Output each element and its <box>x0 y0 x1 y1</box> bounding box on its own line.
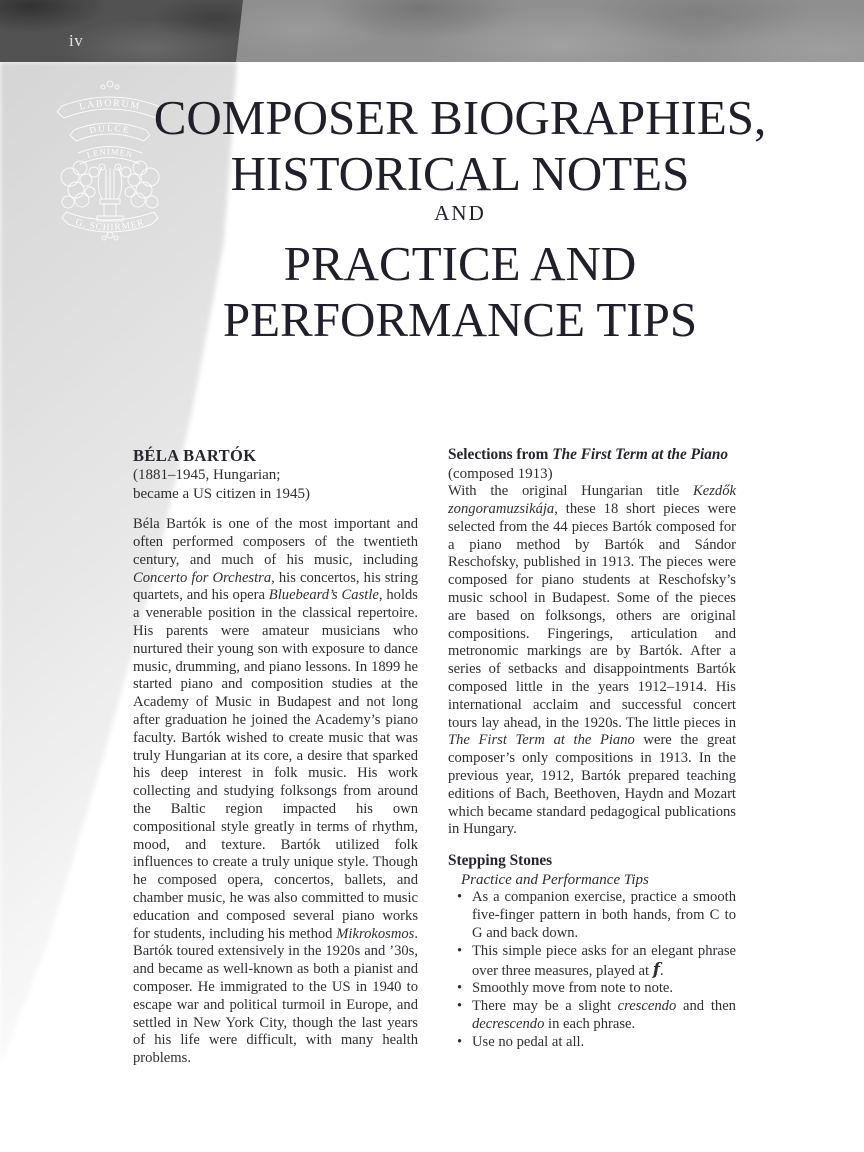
title-line-3: PRACTICE AND <box>283 236 637 291</box>
tip-item: • Use no pedal at all. <box>457 1034 736 1052</box>
logo-name: G. SCHIRMER <box>74 217 146 234</box>
logo-motto-word: DULCE <box>88 122 132 136</box>
title-line-4: PERFORMANCE TIPS <box>222 292 698 347</box>
tip-item: • Smoothly move from note to note. <box>457 980 736 998</box>
composer-biography-column <box>133 446 418 1068</box>
main-title <box>60 90 860 348</box>
title-conjunction: AND <box>434 201 486 225</box>
logo-motto-word: LENIMEN <box>85 146 135 160</box>
tip-item: • There may be a slight crescendo and then decrescendo in each phrase. <box>457 998 736 1034</box>
selection-title-heading: Selections from The First Term at the Piano <box>448 446 729 463</box>
composed-year-line: (composed 1913) <box>448 465 553 482</box>
practice-tips-list <box>448 889 736 1051</box>
practice-tips-subheading: Practice and Performance Tips <box>461 871 649 888</box>
composer-citizenship-line: became a US citizen in 1945) <box>133 485 311 502</box>
title-line-1: COMPOSER BIOGRAPHIES, <box>153 90 767 145</box>
stepping-stones-heading: Stepping Stones <box>448 852 553 870</box>
selection-paragraph: With the original Hungarian title Kezdők zongoramuzsikája, these 18 short pieces were selected from the 44 pieces Bartók composed for a piano method by Bartók and Sándor Reschofsky, published in 1913. The pieces were composed for piano students at Reschofsky’s music school in Budapest. Some of the pieces are based on folksongs, others are original compositions. Fingerings, articulation and metronomic markings are by Bartók. After a series of setbacks and disappointments Bartók composed little in the years 1912–1914. His international acclaim and successful concert tours lay ahead, in the 1920s. The little pieces in The First Term at the Piano were the great composer’s only compositions in 1913. In the previous year, 1912, Bartók prepared teaching editions of Bach, Beethoven, Haydn and Mozart which became standard pedagogical publications in Hungary. <box>448 483 736 838</box>
tip-item: • As a companion exercise, practice a smooth five-finger pattern in both hands, from C to G and back down. <box>457 889 736 942</box>
title-line-2: HISTORICAL NOTES <box>230 146 690 201</box>
tip-item: • This simple piece asks for an elegant phrase over three measures, played at f. <box>457 943 736 981</box>
logo-motto-word: LABORUM <box>78 97 142 113</box>
biography-paragraph: Béla Bartók is one of the most important and often performed composers of the twentieth century, and much of his music, including Concerto for Orchestra, his concertos, his string quartets, and his opera Bluebeard’s Castle, holds a venerable position in the classical repertoire. His parents were amateur musicians who nurtured their young son with exposure to dance music, drumming, and piano lessons. In 1899 he started piano and composition studies at the Academy of Music in Budapest and not long after graduation he joined the Academy’s piano faculty. Bartók wished to create music that was truly Hungarian at its core, a desire that sparked his deep interest in folk music. His work collecting and studying folksongs from around the Baltic region impacted his own compositional style greatly in terms of rhythm, mood, and texture. Bartók utilized folk influences to create a truly unique style. Though he composed opera, concertos, ballets, and chamber music, he was also committed to music education and composed several piano works for students, including his method Mikrokosmos. Bartók toured extensively in the 1920s and ’30s, and became as well-known as both a pianist and composer. He immigrated to the US in 1940 to escape war and political turmoil in Europe, and settled in New York City, though the last years of his life were difficult, with many health problems. <box>133 516 418 1067</box>
composer-dates-line: (1881–1945, Hungarian; <box>133 467 281 483</box>
page-number: iv <box>69 31 84 50</box>
banner-dark-corner <box>0 0 253 62</box>
historical-notes-column <box>448 446 736 1068</box>
page-banner <box>0 0 864 62</box>
composer-name-heading: BÉLA BARTÓK <box>133 446 257 465</box>
body-columns <box>133 446 736 1068</box>
